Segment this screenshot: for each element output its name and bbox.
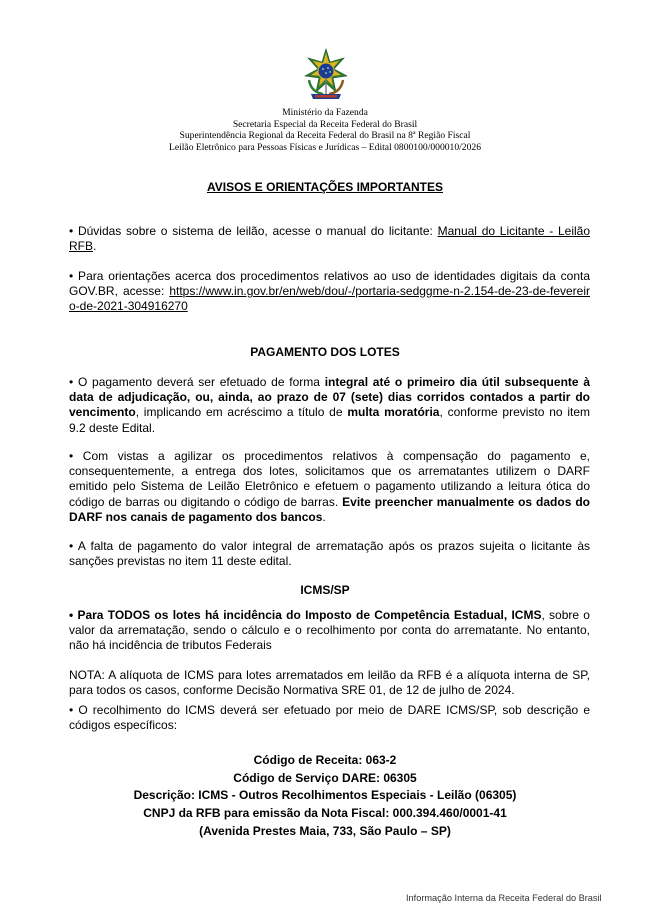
payment-text-bold-deadline: integral até o primeiro dia útil subsequente à data de adjudicação, ou, ainda, ao prazo de 07 (sete) dias corridos contados a partir do vencimento (69, 375, 590, 420)
notice-manual-paragraph (69, 224, 590, 254)
payment-text-e: , conforme previsto no item 9.2 deste Edital. (69, 405, 591, 435)
cnpj-rfb: CNPJ da RFB para emissão da Nota Fiscal: 000.394.460/0001-41 (143, 806, 507, 821)
footer-classification: Informação Interna da Receita Federal do Brasil (406, 893, 602, 903)
notice-govbr-paragraph (69, 269, 590, 315)
descricao-dare: Descrição: ICMS - Outros Recolhimentos Especiais - Leilão (06305) (133, 788, 517, 803)
header-superintendency: Superintendência Regional da Receita Federal do Brasil na 8ª Região Fiscal (179, 130, 471, 142)
notice-govbr-text: • Para orientações acerca dos procedimentos relativos ao uso de identidades digitais da conta GOV.BR, acesse: (69, 269, 590, 299)
section-heading-pagamento: PAGAMENTO DOS LOTES (250, 345, 400, 359)
coat-of-arms-emblem (303, 48, 349, 102)
payment-text-a: • O pagamento deverá ser efetuado de forma (69, 375, 325, 389)
darf-text-a: • Com vistas a agilizar os procedimentos relativos à compensação do pagamento e, consequentemente, a entrega dos lotes, solicitamos que os arrematantes utilizem o DARF emitido pelo Sistema de Leilão Eletrônico e efetuem o pagamento utilizando a leitura ótica do código de barras ou digitando o código de barras. (69, 449, 590, 509)
endereco-rfb: (Avenida Prestes Maia, 733, São Paulo – SP) (199, 823, 451, 838)
payment-sanctions-paragraph: • A falta de pagamento do valor integral de arrematação após os prazos sujeita o licitante às sanções previstas no item 11 deste edital. (69, 539, 590, 569)
header-ministry: Ministério da Fazenda (282, 107, 368, 118)
manual-licitante-link[interactable]: Manual do Licitante - Leilão RFB (69, 224, 590, 254)
document-header (60, 107, 590, 153)
codigo-receita: Código de Receita: 063-2 (253, 753, 397, 767)
icms-dare-paragraph: • O recolhimento do ICMS deverá ser efetuado por meio de DARE ICMS/SP, sob descrição e códigos específicos: (69, 703, 590, 733)
payment-darf-paragraph (69, 449, 590, 525)
header-secretariat: Secretaria Especial da Receita Federal do Brasil (232, 118, 418, 130)
portaria-link[interactable]: https://www.in.gov.br/en/web/dou/-/portaria-sedggme-n-2.154-de-23-de-fevereiro-de-2021-304916270 (69, 284, 590, 314)
page-title: AVISOS E ORIENTAÇÕES IMPORTANTES (206, 180, 444, 194)
darf-text-bold: Evite preencher manualmente os dados do DARF nos canais de pagamento dos bancos (69, 494, 590, 524)
payment-text-bold-multa: multa moratória (347, 405, 440, 420)
payment-deadline-paragraph (69, 375, 590, 436)
header-auction-edital: Leilão Eletrônico para Pessoas Físicas e Jurídicas – Edital 0800100/000010/2026 (168, 141, 481, 153)
codigo-servico-dare: Código de Serviço DARE: 06305 (233, 770, 417, 785)
notice-manual-text: • Dúvidas sobre o sistema de leilão, acesse o manual do licitante: (69, 224, 438, 238)
darf-text-end: . (322, 509, 326, 524)
icms-nota-paragraph: NOTA: A alíquota de ICMS para lotes arrematados em leilão da RFB é a alíquota interna de SP, para todos os casos, conforme Decisão Normativa SRE 01, de 12 de julho de 2024. (69, 668, 590, 698)
payment-text-c: , implicando em acréscimo a título de (135, 405, 348, 420)
notice-manual-end: . (93, 239, 97, 254)
icms-incidence-paragraph (69, 608, 590, 654)
dare-codes-block (60, 752, 590, 841)
section-heading-icms: ICMS/SP (300, 583, 350, 597)
icms-text-rest: , sobre o valor da arrematação, sendo o cálculo e o recolhimento por conta do arrematante. No entanto, não há incidência de tributos Federais (69, 608, 590, 653)
icms-text-bold: • Para TODOS os lotes há incidência do Imposto de Competência Estadual, ICMS (69, 608, 542, 622)
